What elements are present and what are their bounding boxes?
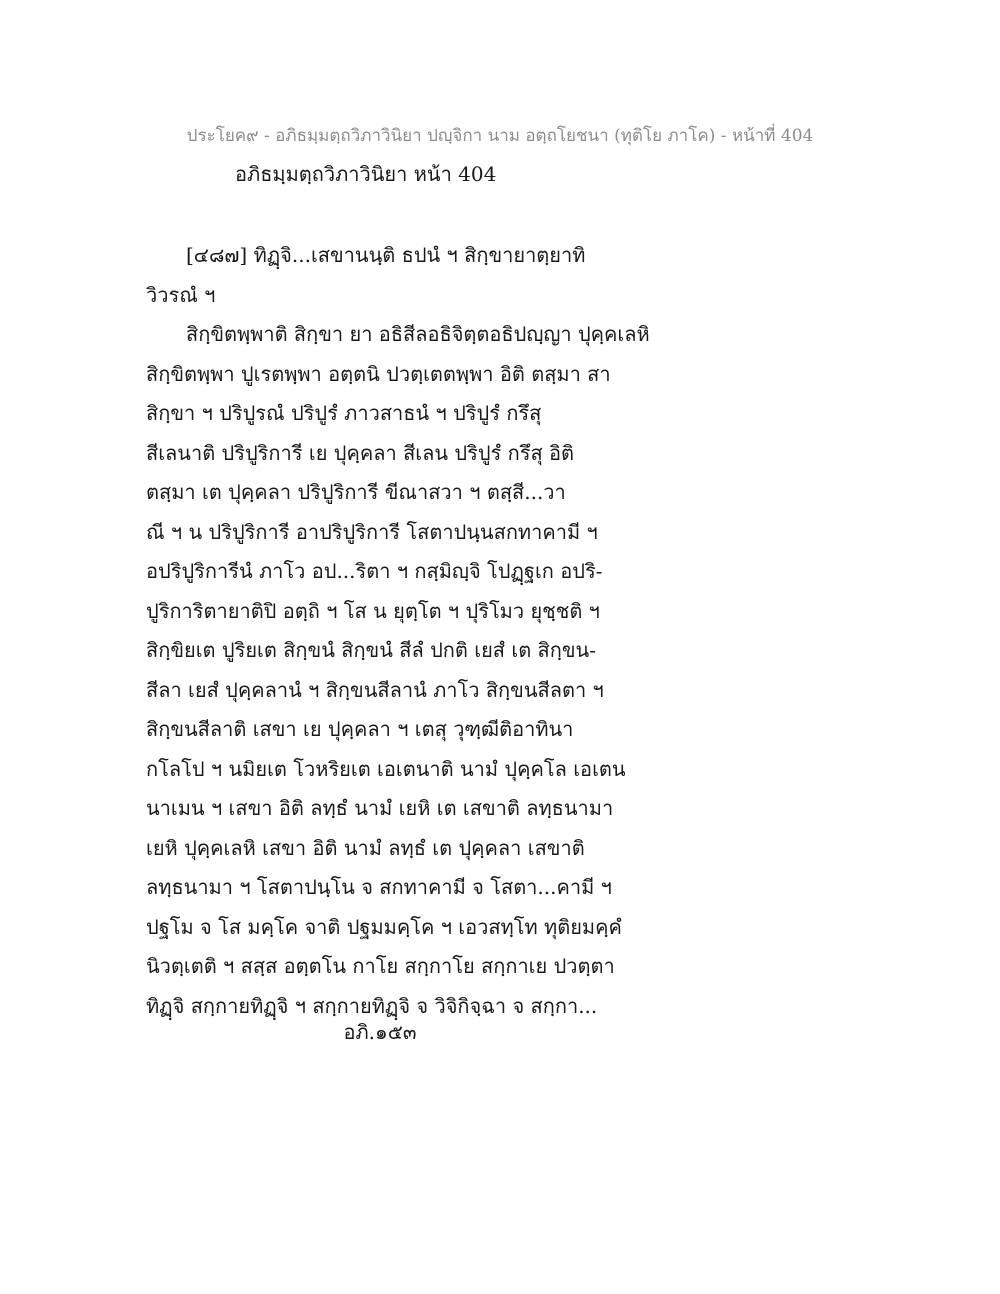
text-line: วิวรณํ ฯ (146, 282, 216, 307)
text-line: [๔๘๗] ทิฏฺจิ...เสขานนฺติ ธปนํ ฯ สิกฺขายาตฺยาทิ (186, 243, 586, 267)
running-header: ประโยค๙ - อภิธมฺมตฺถวิภาวินิยา ปญฺจิกา นาม อตฺถโยชนา (ทุติโย ภาโค) - หน้าที่ 404 (186, 126, 814, 146)
text-line: ทิฏฺจิ สกฺกายทิฏฺจิ ฯ สกฺกายทิฏฺจิ จ วิจิกิจฺฉา จ สกฺกา... (146, 993, 598, 1018)
text-line: สิกฺขิยเต ปูริยเต สิกฺขนํ สิกฺขนํ สีลํ ปกติ เยสํ เต สิกฺขน- (146, 638, 596, 662)
text-line: ลทฺธนามา ฯ โสตาปนฺโน จ สกทาคามี จ โสตา...คามี ฯ (146, 875, 612, 899)
body-text (146, 236, 650, 1026)
page-folio: อภิ.๑๕๓ (343, 1020, 417, 1044)
text-line: เยหิ ปุคฺคเลหิ เสขา อิติ นามํ ลทฺธํ เต ปุคฺคลา เสขาติ (146, 835, 585, 860)
page-title: อภิธมฺมตฺถวิภาวินิยา หน้า 404 (235, 162, 497, 186)
text-line: สิกฺขา ฯ ปริปูรณํ ปริปูรํ ภาวสาธนํ ฯ ปริปูรํ กรึสุ (146, 401, 542, 425)
text-line: สิกฺขิตพฺพาติ สิกฺขา ยา อธิสีลอธิจิตฺตอธิปญฺญา ปุคฺคเลหิ (186, 322, 650, 346)
text-line: ปูริการิตายาติปิ อตฺถิ ฯ โส น ยุตฺโต ฯ ปุริโมว ยุชฺชติ ฯ (146, 598, 600, 623)
text-line: กโลโป ฯ นมิยเต โวหริยเต เอเตนาติ นามํ ปุคฺคโล เอเตน (146, 756, 626, 781)
text-line: นาเมน ฯ เสขา อิติ ลทฺธํ นามํ เยหิ เต เสขาติ ลทฺธนามา (146, 796, 614, 820)
text-line: สิกฺขิตพฺพา ปูเรตพฺพา อตฺตนิ ปวตฺเตตพฺพา อิติ ตสฺมา สา (146, 361, 611, 386)
text-line: สีเลนาติ ปริปูริการี เย ปุคฺคลา สีเลน ปริปูรํ กรึสุ อิติ (146, 440, 575, 465)
text-line: ตสฺมา เต ปุคฺคลา ปริปูริการี ขีณาสวา ฯ ตสฺสี...วา (146, 480, 566, 504)
text-line: นิวตฺเตติ ฯ สสฺส อตฺตโน กาโย สกฺกาโย สกฺกาเย ปวตฺตา (146, 954, 615, 978)
text-line: ณี ฯ น ปริปูริการี อาปริปูริการี โสตาปนฺนสกทาคามี ฯ (146, 519, 598, 544)
text-line: สีลา เยสํ ปุคฺคลานํ ฯ สิกฺขนสีลานํ ภาโว สิกฺขนสีลตา ฯ (146, 677, 604, 702)
text-line: อปริปูริการีนํ ภาโว อป...ริตา ฯ กสฺมิญฺจิ โปฏฺฐเก อปริ- (146, 559, 603, 583)
text-line: ปฐโม จ โส มคฺโค จาติ ปฐมมคฺโค ฯ เอวสทฺโท ทุติยมคฺคํ (146, 914, 622, 939)
text-line: สิกฺขนสีลาติ เสขา เย ปุคฺคลา ฯ เตสุ วุฑฺฒีติอาทินา (146, 717, 574, 741)
